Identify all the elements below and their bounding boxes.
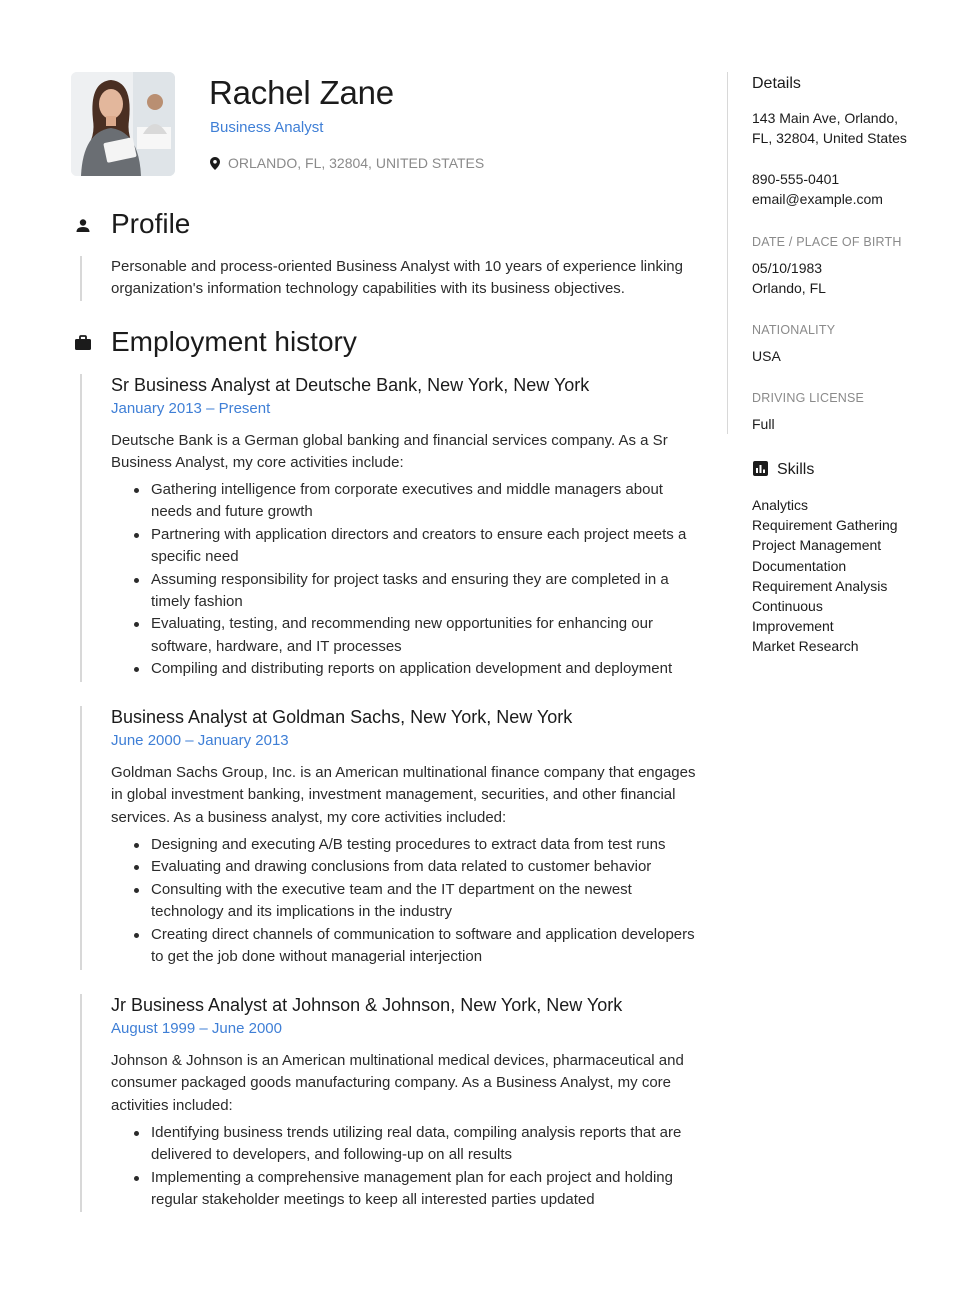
list-item: Evaluating and drawing conclusions from data related to customer behavior (151, 856, 696, 878)
profile-summary: Personable and process-oriented Business Analyst with 10 years of experience linking organization's information technology capabilities with its business objectives. (111, 258, 683, 298)
list-item: Partnering with application directors and creators to ensure each project meets a specific need (151, 524, 696, 569)
profile-section-title: Profile (111, 208, 191, 239)
skill-item: Market Research (752, 638, 859, 655)
list-item: Compiling and distributing reports on application development and deployment (151, 658, 696, 680)
list-item: Evaluating, testing, and recommending new opportunities for enhancing our software, hardware, and IT processes (151, 613, 696, 658)
details-phone: 890-555-0401 (752, 171, 840, 187)
job-description: Deutsche Bank is a German global banking and financial services company. As a Sr Business Analyst, my core activities include: (111, 432, 668, 472)
briefcase-icon (74, 334, 92, 352)
person-icon (74, 217, 92, 235)
driving-license-value: Full (752, 416, 775, 432)
driving-license-label: DRIVING LICENSE (752, 391, 865, 405)
skill-item: Documentation (752, 557, 847, 574)
employment-section-title: Employment history (111, 326, 357, 357)
profile-divider (80, 256, 82, 301)
job-title: Sr Business Analyst at Deutsche Bank, New York, New York (111, 375, 590, 395)
dob-label: DATE / PLACE OF BIRTH (752, 235, 902, 249)
bar-chart-icon (753, 461, 768, 476)
dob-place: Orlando, FL (752, 280, 826, 296)
job-title: Jr Business Analyst at Johnson & Johnson, New York, New York (111, 995, 623, 1015)
candidate-location (210, 155, 484, 171)
profile-photo-image (71, 72, 175, 176)
job-divider (80, 374, 82, 682)
profile-photo (71, 72, 175, 176)
list-item: Implementing a comprehensive management plan for each project and holding regular stakeholder meetings to keep all interested parties updated (151, 1167, 696, 1212)
job-dates: January 2013 – Present (111, 400, 271, 417)
list-item: Creating direct channels of communication to software and application developers to get the job done without managerial interjection (151, 924, 696, 969)
list-item: Consulting with the executive team and the IT department on the newest technology and its implications in the industry (151, 879, 696, 924)
candidate-name: Rachel Zane (209, 74, 394, 111)
job-activities-list (111, 1122, 696, 1212)
list-item: Gathering intelligence from corporate executives and middle managers about needs and future growth (151, 479, 696, 524)
skill-item: Requirement Gathering (752, 517, 898, 534)
job-divider (80, 994, 82, 1212)
details-email-link[interactable]: email@example.com (752, 191, 883, 207)
skills-list (752, 495, 902, 657)
skills-title: Skills (777, 461, 815, 478)
job-activities-list (111, 479, 696, 681)
details-title: Details (752, 75, 801, 92)
skill-item: Analytics (752, 497, 809, 513)
skill-item: Continuous Improvement (752, 598, 834, 635)
map-pin-icon (210, 157, 220, 170)
nationality-label: NATIONALITY (752, 323, 836, 337)
skill-item: Requirement Analysis (752, 577, 888, 594)
list-item: Assuming responsibility for project tasks and ensuring they are completed in a timely fashion (151, 569, 696, 614)
list-item: Designing and executing A/B testing procedures to extract data from test runs (151, 834, 696, 856)
job-description: Goldman Sachs Group, Inc. is an American multinational finance company that engages in global investment banking, investment management, securities, and other financial services. As a business analyst, my core activities included: (111, 764, 696, 826)
nationality-value: USA (752, 348, 781, 364)
job-title: Business Analyst at Goldman Sachs, New York, New York (111, 707, 573, 727)
job-dates: June 2000 – January 2013 (111, 732, 289, 749)
skill-item: Project Management (752, 537, 882, 554)
dob-date: 05/10/1983 (752, 260, 823, 276)
job-divider (80, 706, 82, 970)
location-text: ORLANDO, FL, 32804, UNITED STATES (228, 155, 485, 171)
list-item: Identifying business trends utilizing real data, compiling analysis reports that are delivered to developers, and following-up on all results (151, 1122, 696, 1167)
candidate-job-title: Business Analyst (210, 119, 324, 136)
job-dates: August 1999 – June 2000 (111, 1020, 282, 1037)
job-description: Johnson & Johnson is an American multinational medical devices, pharmaceutical and consumer packaged goods manufacturing company. As a Business Analyst, my core activities included: (111, 1052, 684, 1114)
details-divider (727, 72, 728, 434)
details-address: 143 Main Ave, Orlando, FL, 32804, United States (752, 110, 907, 147)
job-activities-list (111, 834, 696, 968)
